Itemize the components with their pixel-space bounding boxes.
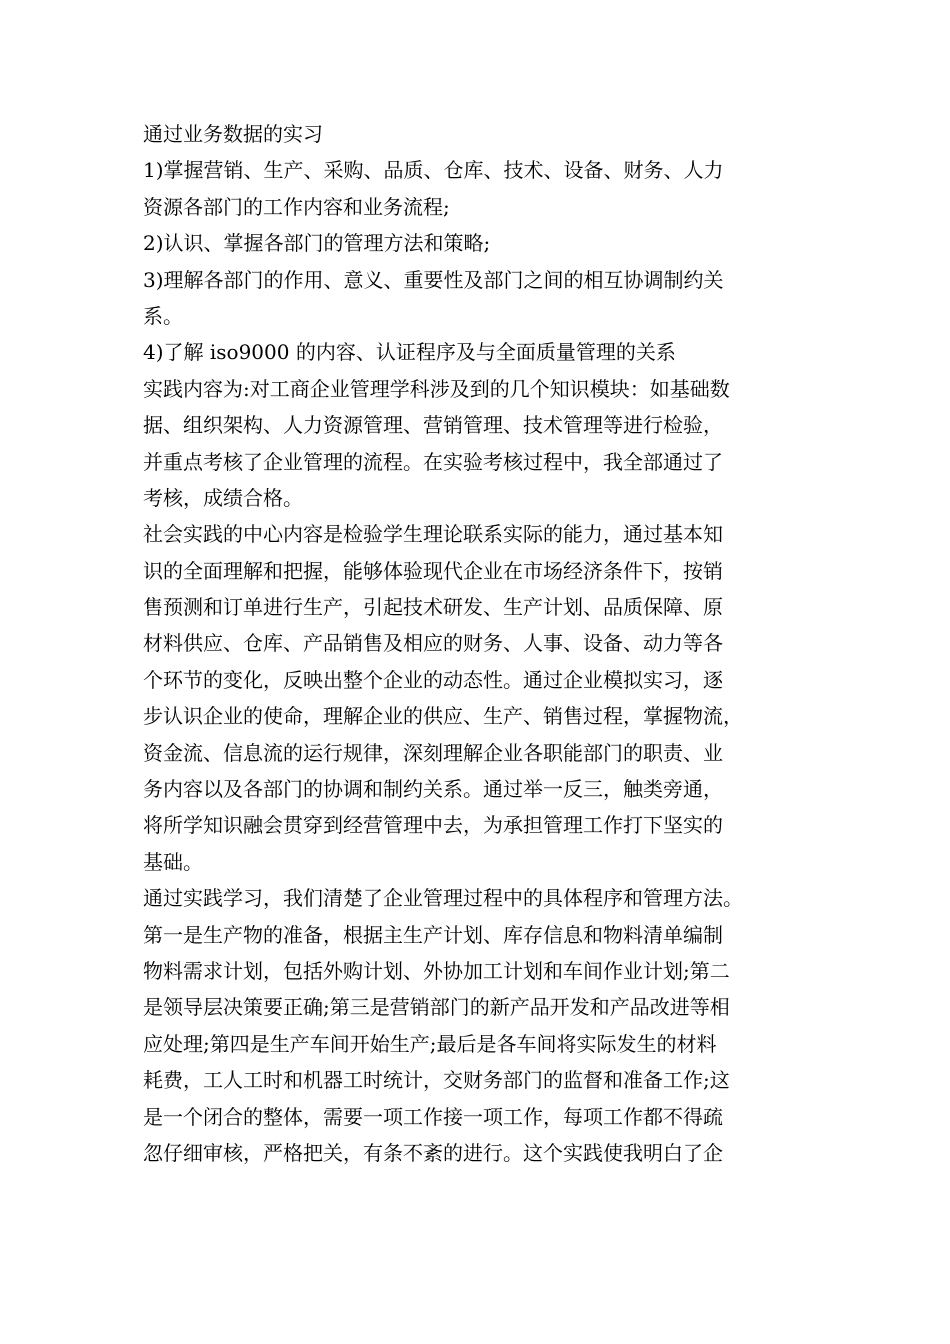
- text-line: 2)认识、掌握各部门的管理方法和策略;: [143, 231, 491, 256]
- text-line: 识的全面理解和把握，能够体验现代企业在市场经济条件下，按销: [143, 558, 723, 583]
- text-line: 系。: [143, 303, 183, 328]
- text-line: 资金流、信息流的运行规律，深刻理解企业各职能部门的职责、业: [143, 740, 723, 765]
- text-line: 物料需求计划，包括外购计划、外协加工计划和车间作业计划;第二: [143, 958, 730, 983]
- text-line: 通过业务数据的实习: [143, 122, 323, 146]
- text-line: 务内容以及各部门的协调和制约关系。通过举一反三，触类旁通，: [143, 777, 723, 802]
- text-line: 个环节的变化，反映出整个企业的动态性。通过企业模拟实习，逐: [143, 667, 723, 692]
- text-line: 忽仔细审核，严格把关，有条不紊的进行。这个实践使我明白了企: [143, 1140, 723, 1165]
- text-line: 第一是生产物的准备，根据主生产计划、库存信息和物料清单编制: [143, 922, 723, 947]
- text-line: 据、组织架构、人力资源管理、营销管理、技术管理等进行检验，: [143, 413, 723, 438]
- text-line: 耗费，工人工时和机器工时统计，交财务部门的监督和准备工作;这: [143, 1068, 730, 1093]
- text-line: 3)理解各部门的作用、意义、重要性及部门之间的相互协调制约关: [143, 267, 724, 292]
- text-line: 通过实践学习，我们清楚了企业管理过程中的具体程序和管理方法。: [143, 886, 743, 911]
- text-line: 基础。: [143, 849, 203, 874]
- text-line: 是领导层决策要正确;第三是营销部门的新产品开发和产品改进等相: [143, 995, 730, 1020]
- text-line: 4)了解 iso9000 的内容、认证程序及与全面质量管理的关系: [143, 340, 676, 365]
- text-line: 实践内容为:对工商企业管理学科涉及到的几个知识模块：如基础数: [143, 376, 730, 401]
- text-line: 社会实践的中心内容是检验学生理论联系实际的能力，通过基本知: [143, 522, 723, 547]
- text-line: 并重点考核了企业管理的流程。在实验考核过程中，我全部通过了: [143, 449, 723, 474]
- text-line: 资源各部门的工作内容和业务流程;: [143, 194, 450, 219]
- text-line: 1)掌握营销、生产、采购、品质、仓库、技术、设备、财务、人力: [143, 158, 724, 183]
- text-line: 是一个闭合的整体，需要一项工作接一项工作，每项工作都不得疏: [143, 1104, 723, 1129]
- text-line: 材料供应、仓库、产品销售及相应的财务、人事、设备、动力等各: [143, 631, 723, 656]
- text-line: 应处理;第四是生产车间开始生产;最后是各车间将实际发生的材料: [143, 1031, 717, 1056]
- text-line: 售预测和订单进行生产，引起技术研发、生产计划、品质保障、原: [143, 595, 723, 620]
- text-line: 步认识企业的使命，理解企业的供应、生产、销售过程，掌握物流，: [143, 704, 743, 729]
- document-body: [143, 116, 823, 1171]
- text-line: 考核，成绩合格。: [143, 485, 303, 510]
- text-line: 将所学知识融会贯穿到经营管理中去，为承担管理工作打下坚实的: [143, 813, 723, 838]
